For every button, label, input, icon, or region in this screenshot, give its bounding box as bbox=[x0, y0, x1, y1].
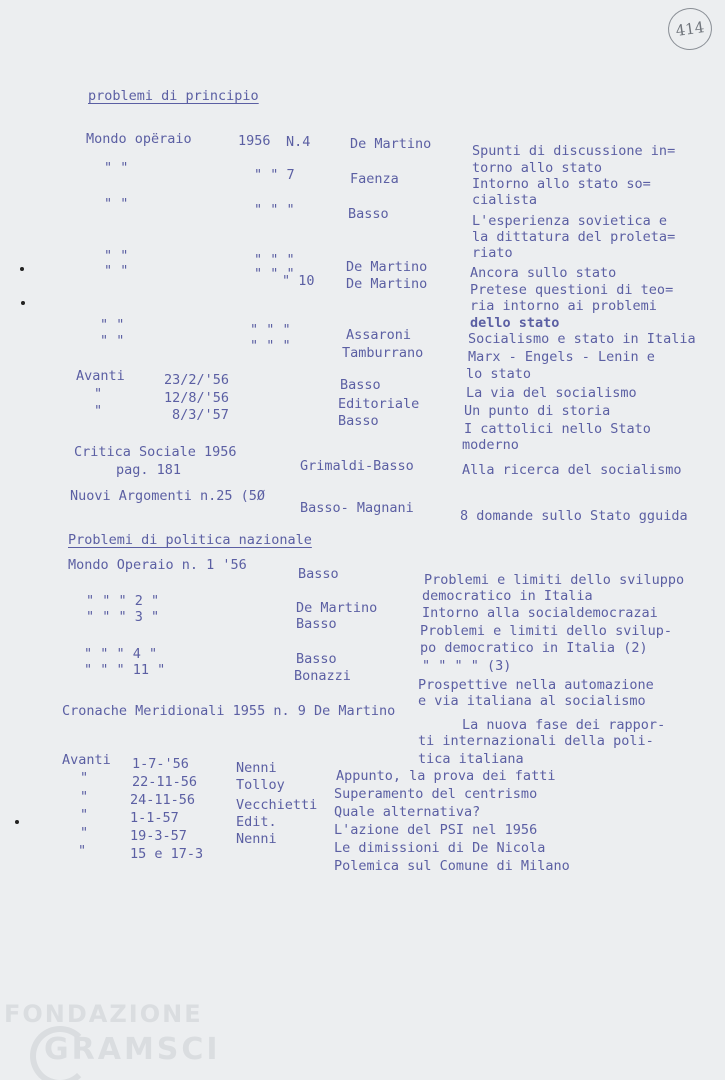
cell-author: Assaroni bbox=[346, 327, 412, 343]
cell-author: Nenni bbox=[236, 760, 277, 776]
cell-title: 8 domande sullo Stato gguida bbox=[460, 508, 688, 524]
cell-author: De Martino bbox=[296, 600, 378, 616]
cell-issue: " 10 bbox=[282, 273, 315, 289]
cell-title: L'esperienza sovietica e bbox=[472, 213, 668, 229]
cell-source: Critica Sociale 1956 bbox=[74, 444, 237, 460]
cell-issue: " " " bbox=[254, 252, 295, 268]
cell-source: " " bbox=[100, 317, 125, 333]
watermark-line1: FONDAZIONE bbox=[4, 1000, 203, 1028]
cell-issue: " " " bbox=[250, 322, 291, 338]
fondazione-gramsci-watermark bbox=[4, 1000, 221, 1076]
cell-date: 23/2/'56 bbox=[164, 372, 230, 388]
cell-source: " " bbox=[100, 333, 125, 349]
cell-author: De Martino bbox=[346, 259, 428, 275]
cell-source: " " bbox=[104, 196, 129, 212]
cell-issue: " " " bbox=[254, 202, 295, 218]
cell-title: L'azione del PSI nel 1956 bbox=[334, 822, 538, 838]
cell-title: Un punto di storia bbox=[464, 403, 611, 419]
cell-author: Basso bbox=[338, 413, 379, 429]
cell-source: Avanti bbox=[62, 752, 111, 768]
cell-date: 8/3/'57 bbox=[172, 407, 229, 423]
cell-date: 1-1-57 bbox=[130, 810, 179, 826]
cell-title: e via italiana al socialismo bbox=[418, 693, 646, 709]
cell-source: Mondo Operaio n. 1 '56 bbox=[68, 557, 247, 573]
cell-title: lo stato bbox=[466, 366, 532, 382]
cell-source: " bbox=[78, 843, 87, 859]
cell-source: " bbox=[80, 770, 89, 786]
page-number-stamp bbox=[665, 5, 714, 53]
cell-title: Superamento del centrismo bbox=[334, 786, 538, 802]
cell-title: Spunti di discussione in= bbox=[472, 143, 676, 159]
cell-title: moderno bbox=[462, 437, 519, 453]
cell-source: " " " 2 " bbox=[86, 593, 160, 609]
cell-author: Basso bbox=[296, 651, 337, 667]
cell-source: Nuovi Argomenti n.25 (5Ø bbox=[70, 488, 266, 504]
cell-title: Intorno alla socialdemocrazai bbox=[422, 605, 658, 621]
cell-title: la dittatura del proleta= bbox=[472, 229, 676, 245]
cell-date: 15 e 17-3 bbox=[130, 846, 204, 862]
cell-author: Basso bbox=[348, 206, 389, 222]
cell-page: pag. 181 bbox=[116, 462, 182, 478]
cell-source: " " bbox=[104, 160, 129, 176]
cell-title: riato bbox=[472, 245, 513, 261]
cell-title: I cattolici nello Stato bbox=[464, 421, 651, 437]
cell-title: Intorno allo stato so= bbox=[472, 176, 651, 192]
cell-source: Avanti bbox=[76, 368, 125, 384]
cell-source: Cronache Meridionali 1955 n. 9 De Martino bbox=[62, 703, 396, 719]
cell-source: " " " 3 " bbox=[86, 609, 160, 625]
cell-title: Appunto, la prova dei fatti bbox=[336, 768, 556, 784]
cell-author: Edit. bbox=[236, 814, 277, 830]
punch-hole-mark bbox=[15, 820, 19, 824]
cell-author: De Martino bbox=[346, 276, 428, 292]
cell-issue: " " " bbox=[250, 338, 291, 354]
cell-title: Marx - Engels - Lenin e bbox=[468, 349, 655, 365]
cell-date: 22-11-56 bbox=[132, 774, 198, 790]
cell-source: " bbox=[94, 386, 103, 402]
cell-title: dello stato bbox=[470, 315, 560, 331]
cell-author: Basso bbox=[296, 616, 337, 632]
watermark-line2: GRAMSCI bbox=[44, 1032, 221, 1067]
punch-hole-mark bbox=[20, 267, 24, 271]
cell-author: Grimaldi-Basso bbox=[300, 458, 414, 474]
cell-source: " bbox=[94, 403, 103, 419]
cell-title: " " " " (3) bbox=[422, 658, 512, 674]
cell-author: Bonazzi bbox=[294, 668, 351, 684]
cell-author: Tamburrano bbox=[342, 345, 424, 361]
cell-source: " bbox=[80, 825, 89, 841]
cell-title: Ancora sullo stato bbox=[470, 265, 617, 281]
page-number: 414 bbox=[674, 18, 706, 40]
cell-author: Editoriale bbox=[338, 396, 420, 412]
cell-source: " " " 11 " bbox=[84, 662, 166, 678]
cell-author: Basso bbox=[298, 566, 339, 582]
cell-title: democratico in Italia bbox=[422, 588, 593, 604]
cell-source: " " " 4 " bbox=[84, 646, 158, 662]
cell-title: Le dimissioni di De Nicola bbox=[334, 840, 546, 856]
cell-title: Socialismo e stato in Italia bbox=[468, 331, 696, 347]
cell-date: 19-3-57 bbox=[130, 828, 187, 844]
cell-source: Mondo opëraio bbox=[86, 131, 192, 147]
cell-source: " " bbox=[104, 263, 129, 279]
cell-author: Nenni bbox=[236, 831, 277, 847]
cell-title: Prospettive nella automazione bbox=[418, 677, 654, 693]
cell-title: ria intorno ai problemi bbox=[470, 298, 657, 314]
cell-date: 1-7-'56 bbox=[132, 756, 189, 772]
cell-title: Polemica sul Comune di Milano bbox=[334, 858, 570, 874]
cell-source: " " bbox=[104, 248, 129, 264]
cell-source: " bbox=[80, 807, 89, 823]
cell-author: Basso- Magnani bbox=[300, 500, 414, 516]
watermark-ring-logo bbox=[30, 1026, 90, 1080]
cell-title: tica italiana bbox=[418, 751, 524, 767]
cell-title: cialista bbox=[472, 192, 538, 208]
cell-title: La nuova fase dei rappor- bbox=[462, 717, 666, 733]
cell-issue: N.4 bbox=[286, 134, 311, 150]
cell-author: Tolloy bbox=[236, 777, 285, 793]
section-heading-national-politics: Problemi di politica nazionale bbox=[68, 532, 312, 548]
cell-author: Basso bbox=[340, 377, 381, 393]
cell-title: Quale alternativa? bbox=[334, 804, 481, 820]
cell-title: po democratico in Italia (2) bbox=[420, 640, 648, 656]
cell-date: 12/8/'56 bbox=[164, 390, 230, 406]
cell-title: Problemi e limiti dello svilup- bbox=[420, 623, 672, 639]
cell-year: 1956 bbox=[238, 133, 271, 149]
cell-issue: " " " bbox=[254, 266, 295, 282]
cell-title: Alla ricerca del socialismo bbox=[462, 462, 682, 478]
cell-issue: " " 7 bbox=[254, 167, 295, 183]
cell-title: Pretese questioni di teo= bbox=[470, 282, 674, 298]
cell-source: " bbox=[80, 789, 89, 805]
cell-author: Vecchietti bbox=[236, 797, 318, 813]
punch-hole-mark bbox=[21, 301, 25, 305]
cell-title: La via del socialismo bbox=[466, 385, 637, 401]
cell-date: 24-11-56 bbox=[130, 792, 196, 808]
cell-author: De Martino bbox=[350, 136, 432, 152]
cell-title: ti internazionali della poli- bbox=[418, 733, 654, 749]
cell-title: torno allo stato bbox=[472, 160, 603, 176]
cell-title: Problemi e limiti dello sviluppo bbox=[424, 572, 685, 588]
cell-author: Faenza bbox=[350, 171, 399, 187]
section-heading-principles: problemi di principio bbox=[88, 88, 259, 104]
